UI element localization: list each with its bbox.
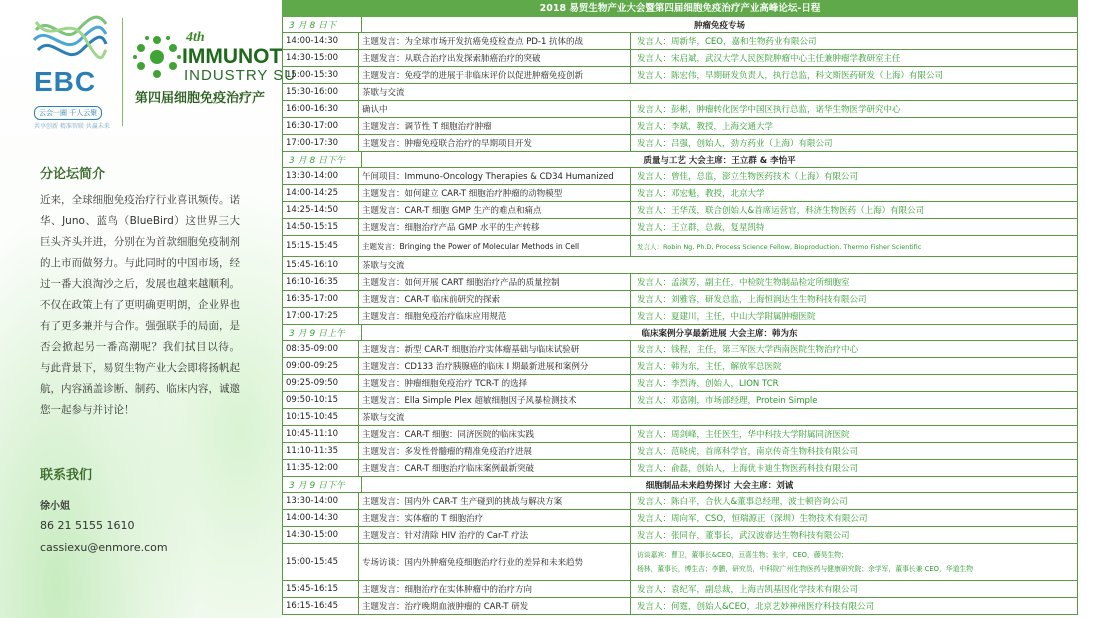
- session-time: 16:35-17:00: [283, 291, 359, 307]
- session-time: 11:35-12:00: [283, 460, 359, 476]
- break-label: 茶歇与交流: [362, 261, 405, 271]
- session-time: 14:30-15:00: [283, 50, 359, 66]
- schedule-row: [283, 118, 1077, 135]
- contact-name: 徐小姐: [40, 501, 70, 512]
- session-topic: 主题发言：为全球市场开发抗癌免疫检查点 PD-1 抗体的战: [359, 33, 631, 49]
- section-name: 质量与工艺 大会主席：王立群 & 李怡平: [643, 155, 796, 166]
- speaker-line: 杨林，董事长，博生吉；李鹏，研究员，中科院广州生物医药与健康研究院；余学军，董事长兼 CEO，华道生物: [637, 565, 974, 573]
- session-speaker: 发言人：孟淑芳，副主任，中检院生物制品检定所细胞室: [637, 278, 850, 288]
- schedule-row: [283, 460, 1077, 477]
- session-topic: 主题发言：肿瘤免疫联合治疗的早期项目开发: [359, 135, 631, 151]
- schedule-row: [283, 33, 1077, 50]
- session-topic: 主题发言：多发性骨髓瘤的精准免疫治疗进展: [359, 443, 631, 459]
- session-topic: 主题发言：免疫学的进展于非临床评价以促进肿瘤免疫创新: [359, 67, 631, 83]
- session-time: 13:30-14:00: [283, 493, 359, 509]
- section-date: 3 月 8 日下午: [283, 152, 362, 167]
- intro-text: 近来，全球细胞免疫治疗行业喜讯频传。诺华、Juno、蓝鸟（BlueBird）这世界三大巨头齐头并进，分别在为首款细胞免疫制剂的上市而做努力。与此同时的中国市场，经过一番大浪淘沙之后，发展也越来越顺利。不仅在政策上有了更明确更明朗，企业界也有了更多兼并与合作。强强联手的局面，是否会掀起另一番高潮呢？我们拭目以待。 与此背景下，易贸生物产业大会即将扬帆起航，内容涵盖诊断、制药、临床内容，诚邀您一起参与并讨论！: [40, 194, 240, 416]
- session-time: 15:45-16:10: [283, 257, 359, 273]
- session-speaker: 发言人：王立群，总裁，复星凯特: [637, 223, 765, 233]
- session-topic: 主题发言：Bringing the Power of Molecular Methods in Cell: [359, 236, 631, 256]
- schedule-row: [283, 426, 1077, 443]
- session-topic: 主题发言：CAR-T 细胞：同济医院的临床实践: [359, 426, 631, 442]
- session-time: 14:50-15:15: [283, 219, 359, 235]
- session-time: 11:10-11:35: [283, 443, 359, 459]
- session-time: 16:00-16:30: [283, 101, 359, 117]
- contact-email[interactable]: cassiexu@enmore.com: [40, 541, 168, 554]
- session-speaker: 发言人：周新华，CEO，嘉和生物药业有限公司: [637, 37, 817, 47]
- schedule-row: [283, 308, 1077, 325]
- session-topic: 主题发言：如何建立 CAR-T 细胞治疗肿瘤的动物模型: [359, 185, 631, 201]
- ebc-logo-icon: [30, 10, 110, 68]
- break-label: 茶歇与交流: [362, 413, 405, 423]
- schedule-row: [283, 358, 1077, 375]
- schedule-row: [283, 219, 1077, 236]
- session-topic: 主题发言：如何开展 CART 细胞治疗产品的质量控制: [359, 274, 631, 290]
- schedule-row: [283, 50, 1077, 67]
- session-speaker: 发言人：彭彬，肿瘤转化医学中国区执行总监，诺华生物医学研究中心: [637, 105, 901, 115]
- schedule-row: [283, 202, 1077, 219]
- section-name: 细胞制品未来趋势探讨 大会主席：刘诚: [645, 480, 794, 491]
- session-topic: 确认中: [359, 101, 631, 117]
- session-speaker: 发言人：夏建川，主任，中山大学附属肿瘤医院: [637, 312, 816, 322]
- edition-label: 4th: [186, 30, 205, 45]
- session-topic: 主题发言：新型 CAR-T 细胞治疗实体瘤基础与临床试验研: [359, 341, 631, 357]
- session-topic: 主题发言：CAR-T 临床前研究的探索: [359, 291, 631, 307]
- cell-logo-icon: [132, 34, 182, 80]
- session-time: 09:25-09:50: [283, 375, 359, 391]
- contact-phone: 86 21 5155 1610: [40, 519, 135, 532]
- session-time: 14:25-14:50: [283, 202, 359, 218]
- session-speaker: 发言人：李斌，教授，上海交通大学: [637, 122, 774, 132]
- session-time: 16:30-17:00: [283, 118, 359, 134]
- session-speaker: 发言人：邓宏魁，教授，北京大学: [637, 189, 765, 199]
- ebc-slogan-sub: 共享创新 精准智联 共赢未来: [34, 123, 110, 130]
- schedule-row: [283, 443, 1077, 460]
- session-speaker: 发言人：周剑峰，主任医生，华中科技大学附属同济医院: [637, 430, 850, 440]
- session-speaker: 发言人：Robin Ng, Ph.D, Process Science Fellow, Bioproduction, Thermo Fisher Scientific: [637, 242, 922, 251]
- session-topic: 主题发言：细胞免疫治疗临床应用规范: [359, 308, 631, 324]
- schedule-row: [283, 375, 1077, 392]
- session-time: 16:10-16:35: [283, 274, 359, 290]
- session-speaker: 发言人：袁纪军，副总裁，上海吉凯基因化学技术有限公司: [637, 585, 859, 595]
- schedule-row: [283, 291, 1077, 308]
- session-topic: 主题发言：肿瘤细胞免疫治疗 TCR-T 的选择: [359, 375, 631, 391]
- session-time: 16:15-16:45: [283, 598, 359, 614]
- session-time: 09:50-10:15: [283, 392, 359, 408]
- section-header-row: [283, 152, 1077, 168]
- section-date: 3 月 9 日上午: [283, 325, 362, 340]
- contact-heading: 联系我们: [40, 468, 93, 483]
- summit-subtitle-en: INDUSTRY SU: [184, 67, 297, 84]
- schedule-row: [283, 527, 1077, 544]
- session-time: 14:00-14:30: [283, 33, 359, 49]
- schedule-row: [283, 84, 1077, 101]
- session-topic: 主题发言：CAR-T 细胞治疗临床案例最新突破: [359, 460, 631, 476]
- session-speaker: 发言人：范晓虎，首席科学官，南京传奇生物科技有限公司: [637, 447, 859, 457]
- schedule-row: [283, 392, 1077, 409]
- session-topic: 主题发言：CD133 治疗胰腺癌的临床 I 期最新进展和案例分: [359, 358, 631, 374]
- session-topic: 主题发言：国内外 CAR-T 生产碰到的挑战与解决方案: [359, 493, 631, 509]
- session-time: 10:45-11:10: [283, 426, 359, 442]
- session-time: 15:00-15:45: [283, 544, 359, 580]
- schedule-row: [283, 236, 1077, 257]
- schedule-title: 2018 易贸生物产业大会暨第四届细胞免疫治疗产业高峰论坛-日程: [282, 0, 1078, 17]
- session-topic: 主题发言：实体瘤的 T 细胞治疗: [359, 510, 631, 526]
- schedule-body: [282, 17, 1078, 615]
- session-time: 14:00-14:30: [283, 510, 359, 526]
- session-speaker: 发言人：王华茂，联合创始人&首席运营官，科济生物医药（上海）有限公司: [637, 206, 925, 216]
- schedule-row: [283, 185, 1077, 202]
- schedule-row: [283, 409, 1077, 426]
- session-topic: 主题发言：针对清除 HIV 治疗的 Car-T 疗法: [359, 527, 631, 543]
- summit-title-en: IMMUNOT: [182, 45, 283, 68]
- session-time: 15:00-15:30: [283, 67, 359, 83]
- session-time: 10:15-10:45: [283, 409, 359, 425]
- section-header-row: [283, 325, 1077, 341]
- session-topic: 主题发言：细胞治疗产品 GMP 水平的生产转移: [359, 219, 631, 235]
- intro-heading: 分论坛简介: [40, 167, 106, 182]
- schedule-row: [283, 598, 1077, 615]
- session-time: 17:00-17:30: [283, 135, 359, 151]
- session-speaker: [631, 544, 1077, 580]
- session-time: 09:00-09:25: [283, 358, 359, 374]
- session-speaker: 发言人：吕强，创始人，劲方药业（上海）有限公司: [637, 139, 833, 149]
- section-date: 3 月 8 日下: [283, 17, 362, 32]
- session-topic: 主题发言：调节性 T 细胞治疗肿瘤: [359, 118, 631, 134]
- session-time: 13:30-14:00: [283, 168, 359, 184]
- schedule-row: [283, 493, 1077, 510]
- section-header-row: [283, 17, 1077, 33]
- session-time: 14:30-15:00: [283, 527, 359, 543]
- session-speaker: 发言人：李烈涛，创始人，LION TCR: [637, 379, 779, 389]
- schedule-row: [283, 274, 1077, 291]
- session-speaker: 发言人：邓富刚，市场部经理，Protein Simple: [637, 396, 818, 406]
- schedule-row: [283, 135, 1077, 152]
- session-time: 15:45-16:15: [283, 581, 359, 597]
- session-speaker: 发言人：韩为东，主任，解放军总医院: [637, 362, 782, 372]
- session-speaker: 发言人：陈宏伟，早期研发负责人，执行总监，科文斯医药研发（上海）有限公司: [637, 71, 944, 81]
- summit-title-cn: 第四届细胞免疫治疗产: [135, 91, 266, 106]
- section-name: 肿瘤免疫专场: [693, 20, 745, 31]
- schedule-row: [283, 544, 1077, 581]
- session-topic: 午间项目：Immuno-Oncology Therapies & CD34 Humanized: [359, 168, 631, 184]
- session-speaker: 发言人：何霆，创始人&CEO，北京艺妙神州医疗科技有限公司: [637, 602, 875, 612]
- session-speaker: 发言人：刘雅容，研发总监，上海恒润达生生物科技有限公司: [637, 295, 867, 305]
- schedule-row: [283, 101, 1077, 118]
- session-time: 15:15-15:45: [283, 236, 359, 256]
- session-topic: 主题发言：Ella Simple Plex 超敏细胞因子风暴检测技术: [359, 392, 631, 408]
- session-topic: 主题发言：治疗晚期血液肿瘤的 CAR-T 研发: [359, 598, 631, 614]
- section-header-row: [283, 477, 1077, 493]
- break-label: 茶歇与交流: [362, 88, 405, 98]
- section-name: 临床案例分享最新进展 大会主席：韩为东: [641, 328, 798, 339]
- session-speaker: 发言人：钱程，主任，第三军医大学西南医院生物治疗中心: [637, 345, 859, 355]
- session-speaker: 发言人：周向军，CSO，恒瑞源正（深圳）生物技术有限公司: [637, 514, 868, 524]
- session-speaker: 发言人：曾佳，总监，澎立生物医药技术（上海）有限公司: [637, 172, 859, 182]
- session-topic: 主题发言：从联合治疗出发探索肺癌治疗的突破: [359, 50, 631, 66]
- logo-divider: [122, 18, 123, 126]
- schedule-row: [283, 67, 1077, 84]
- session-speaker: 发言人：宋启斌，武汉大学人民医院肿瘤中心主任兼肿瘤学教研室主任: [637, 54, 901, 64]
- schedule-row: [283, 168, 1077, 185]
- session-topic: 主题发言：细胞治疗在实体肿瘤中的治疗方向: [359, 581, 631, 597]
- schedule-row: [283, 257, 1077, 274]
- schedule-table: [282, 0, 1078, 618]
- logo-area: [0, 0, 297, 135]
- session-time: 14:00-14:25: [283, 185, 359, 201]
- session-time: 17:00-17:25: [283, 308, 359, 324]
- session-time: 08:35-09:00: [283, 341, 359, 357]
- section-date: 3 月 9 日下午: [283, 477, 362, 492]
- session-topic: 专场访谈：国内外肿瘤免疫细胞治疗行业的差异和未来趋势: [359, 544, 631, 580]
- session-speaker: 发言人：张同存，董事长，武汉波睿达生物科技有限公司: [637, 531, 850, 541]
- session-speaker: 发言人：陈白平，合伙人&董事总经理，波士顿咨询公司: [637, 497, 848, 507]
- session-topic: 主题发言：CAR-T 细胞 GMP 生产的难点和痛点: [359, 202, 631, 218]
- ebc-slogan: 云会一圈 千人云聚: [34, 106, 102, 120]
- schedule-row: [283, 510, 1077, 527]
- session-time: 15:30-16:00: [283, 84, 359, 100]
- session-speaker: 发言人：俞磊，创始人，上海优卡迪生物医药科技有限公司: [637, 464, 859, 474]
- left-panel: [0, 0, 297, 618]
- schedule-row: [283, 341, 1077, 358]
- ebc-logo-text: EBC: [34, 66, 97, 97]
- schedule-row: [283, 581, 1077, 598]
- speaker-line: 访谈嘉宾：曹卫，董事长&CEO，亘喜生物；张宇，CEO，藤昊生物；: [637, 551, 848, 559]
